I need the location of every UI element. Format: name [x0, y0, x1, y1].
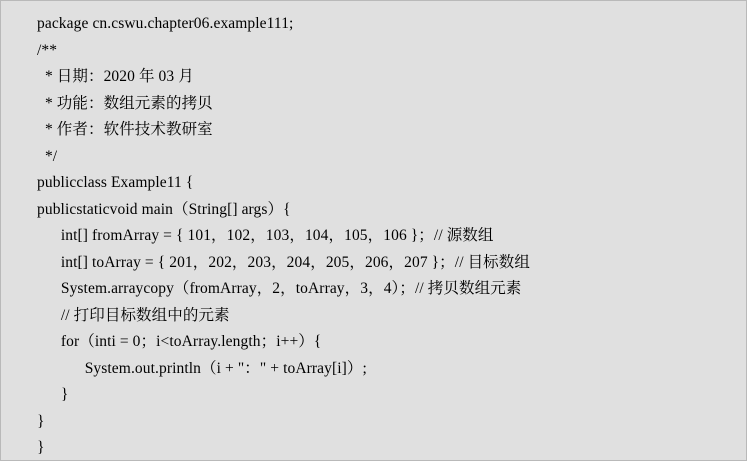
code-line: }: [37, 439, 45, 456]
code-line: publicstaticvoid main（String[] args）{: [37, 200, 291, 218]
code-line: package cn.cswu.chapter06.example111;: [37, 15, 294, 32]
code-line: }: [37, 386, 69, 403]
code-line: System.arraycopy（fromArray，2，toArray，3，4）；// 拷贝数组元素: [37, 280, 522, 297]
code-line: * 功能：数组元素的拷贝: [37, 94, 213, 112]
code-line: */: [37, 147, 58, 165]
code-line: // 打印目标数组中的元素: [37, 306, 230, 324]
code-line: for（inti = 0；i<toArray.length；i++）{: [37, 333, 322, 350]
code-line: }: [37, 412, 45, 430]
code-line: int[] toArray = { 201，202，203，204，205，206，207 }；// 目标数组: [37, 253, 530, 271]
code-block: [1, 1, 746, 460]
code-line: /**: [37, 41, 58, 59]
code-line: publicclass Example11 {: [37, 174, 194, 191]
code-line: int[] fromArray = { 101，102，103，104，105，106 }；// 源数组: [37, 227, 494, 244]
code-line: * 作者：软件技术教研室: [37, 121, 213, 138]
code-line: System.out.println（i + "：" + toArray[i]）;: [37, 359, 367, 377]
code-line: * 日期：2020 年 03 月: [37, 68, 194, 85]
